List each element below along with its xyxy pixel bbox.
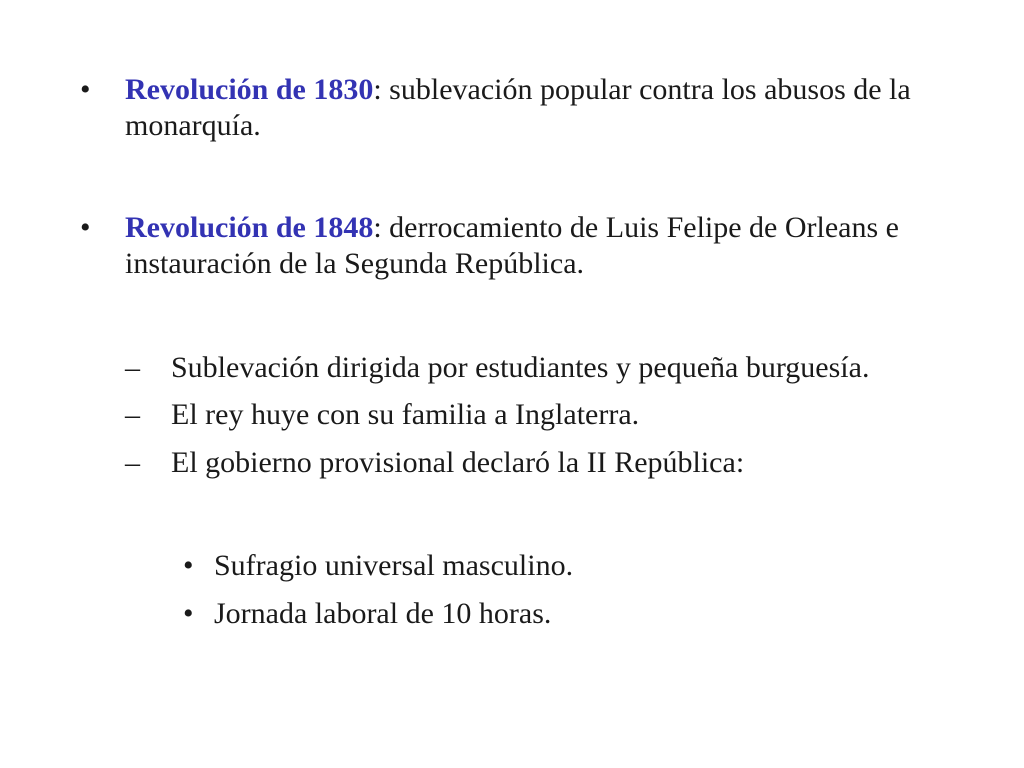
bullet-revolucion-1830	[80, 72, 1000, 144]
dash-marker: –	[125, 446, 140, 479]
bullet-marker: •	[80, 211, 91, 244]
bullet-rest: : sublevación popular contra los abusos de la monarquía.	[125, 73, 911, 142]
bullet-revolucion-1848	[80, 210, 1000, 282]
bullet-text	[125, 210, 1000, 282]
bullet-marker: •	[80, 73, 91, 106]
bullet-marker: •	[183, 549, 194, 582]
bullet-marker: •	[183, 597, 194, 630]
dash-marker: –	[125, 398, 140, 431]
bullet-rest: : derrocamiento de Luis Felipe de Orleans e instauración de la Segunda República.	[125, 211, 899, 280]
sub-sub-bullet-sufragio	[183, 548, 1003, 584]
sub-sub-bullet-text: Jornada laboral de 10 horas.	[214, 597, 552, 630]
bullet-highlight: Revolución de 1830	[125, 73, 374, 106]
sub-bullet-rey-huye	[125, 397, 1005, 433]
dash-marker: –	[125, 351, 140, 384]
sub-bullet-sublevacion	[125, 350, 1005, 386]
sub-bullet-text: Sublevación dirigida por estudiantes y pequeña burguesía.	[171, 351, 870, 384]
sub-bullet-gobierno-provisional	[125, 445, 1005, 481]
sub-sub-bullet-text: Sufragio universal masculino.	[214, 549, 574, 582]
bullet-text	[125, 72, 1000, 144]
sub-sub-bullet-jornada	[183, 596, 1003, 632]
bullet-highlight: Revolución de 1848	[125, 211, 374, 244]
sub-bullet-text: El rey huye con su familia a Inglaterra.	[171, 398, 640, 431]
sub-bullet-text: El gobierno provisional declaró la II República:	[171, 446, 745, 479]
